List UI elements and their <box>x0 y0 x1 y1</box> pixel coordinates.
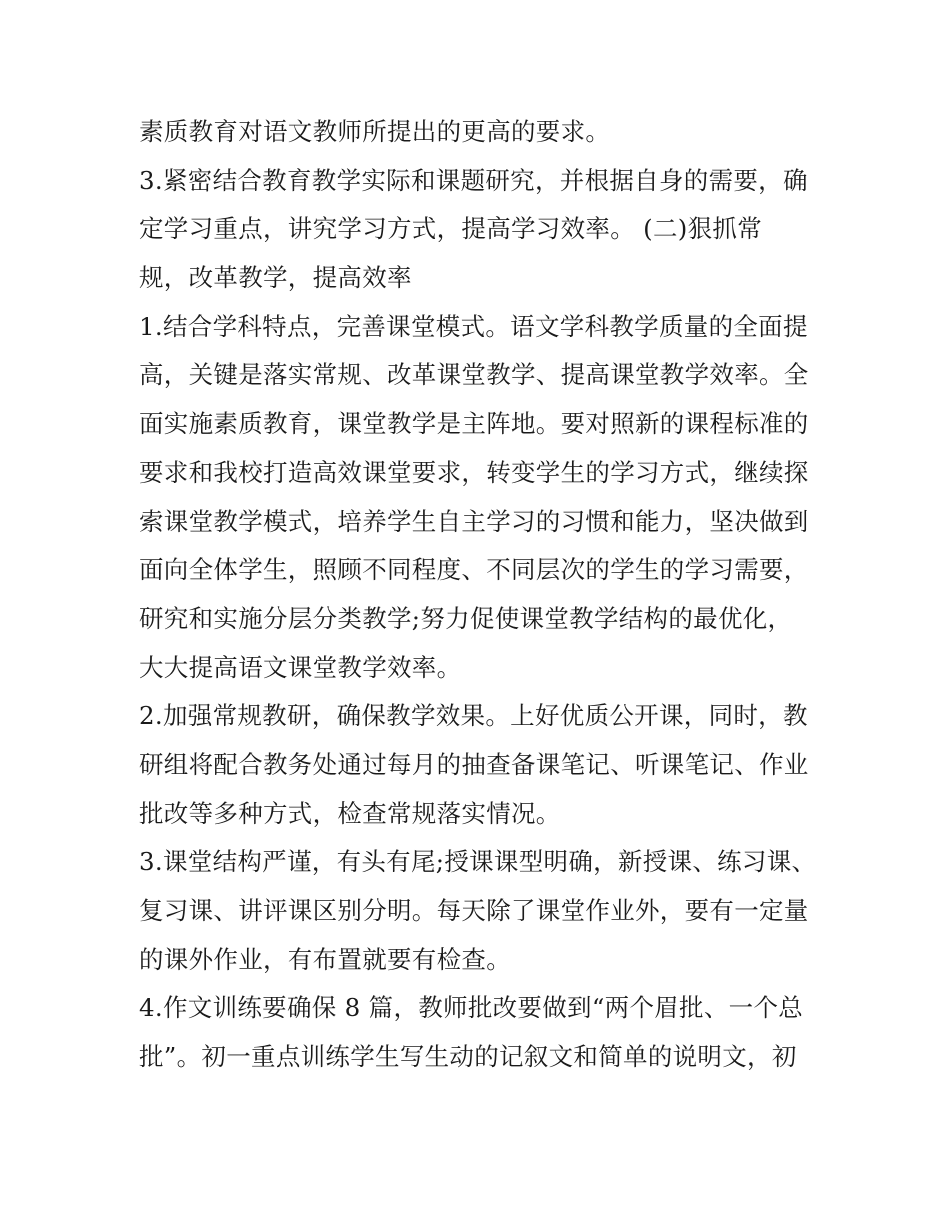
text-line: 素质教育对语文教师所提出的更高的要求。 <box>139 117 611 146</box>
text-line: 要求和我校打造高效课堂要求，转变学生的学习方式，继续探 <box>139 457 809 487</box>
text-line: 面实施素质教育，课堂教学是主阵地。要对照新的课程标准的 <box>139 409 809 439</box>
text-line: 4.作文训练要确保 8 篇，教师批改要做到“两个眉批、一个总 <box>139 993 804 1023</box>
text-line: 定学习重点，讲究学习方式，提高学习效率。 (二)狠抓常 <box>139 214 763 244</box>
text-line: 研究和实施分层分类教学;努力促使课堂教学结构的最优化， <box>139 603 793 633</box>
text-line: 研组将配合教务处通过每月的抽查备课笔记、听课笔记、作业 <box>139 749 809 779</box>
text-line: 1.结合学科特点，完善课堂模式。语文学科教学质量的全面提 <box>139 311 808 341</box>
text-line: 2.加强常规教研，确保教学效果。上好优质公开课，同时，教 <box>139 701 808 731</box>
text-line: 批”。初一重点训练学生写生动的记叙文和简单的说明文，初 <box>139 1042 797 1072</box>
text-line: 3.紧密结合教育教学实际和课题研究，并根据自身的需要，确 <box>139 165 808 195</box>
text-line: 高，关键是落实常规、改革课堂教学、提高课堂教学效率。全 <box>139 360 809 390</box>
text-line: 索课堂教学模式，培养学生自主学习的习惯和能力，坚决做到 <box>139 506 809 536</box>
text-line: 复习课、讲评课区别分明。每天除了课堂作业外，要有一定量 <box>139 896 809 925</box>
text-line: 大大提高语文课堂教学效率。 <box>139 652 462 682</box>
text-line: 3.课堂结构严谨，有头有尾;授课课型明确，新授课、练习课、 <box>139 847 817 877</box>
body-text <box>139 108 829 1082</box>
text-line: 规，改革教学，提高效率 <box>139 263 412 293</box>
text-line: 的课外作业，有布置就要有检查。 <box>139 944 511 974</box>
text-line: 批改等多种方式，检查常规落实情况。 <box>139 798 561 828</box>
text-line: 面向全体学生，照顾不同程度、不同层次的学生的学习需要， <box>139 555 809 585</box>
